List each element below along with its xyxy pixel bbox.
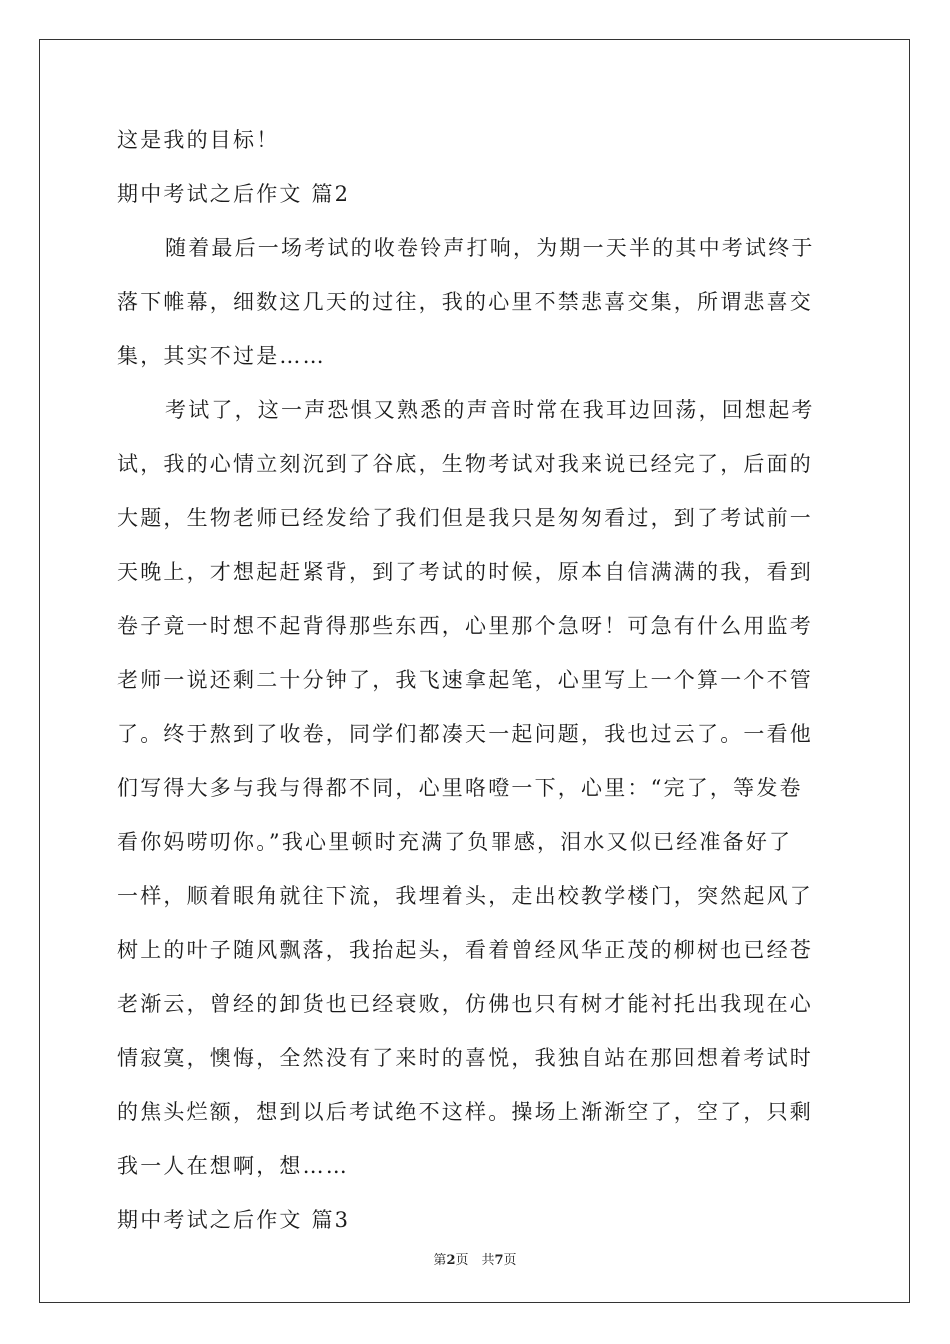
paragraph-line: 了。终于熬到了收卷，同学们都凑天一起问题，我也过云了。一看他 [117, 722, 813, 746]
footer-total-pages: 7 [494, 1253, 504, 1268]
paragraph-line: 一样，顺着眼角就往下流，我埋着头，走出校教学楼门，突然起风了 [117, 884, 813, 908]
paragraph-line: 看你妈唠叨你。”我心里顿时充满了负罪感，泪水又似已经准备好了 [117, 830, 793, 854]
paragraph-line: 们写得大多与我与得都不同，心里咯噔一下，心里：“完了，等发卷 [117, 776, 803, 800]
paragraph-2 [117, 397, 835, 1180]
section-heading-2: 期中考试之后作文 篇2 [117, 182, 351, 206]
paragraph-line: 卷子竟一时想不起背得那些东西，心里那个急呀！可急有什么用监考 [117, 614, 813, 638]
paragraph-line: 落下帷幕，细数这几天的过往，我的心里不禁悲喜交集，所谓悲喜交 [117, 290, 813, 314]
paragraph-line: 天晚上，才想起赶紧背，到了考试的时候，原本自信满满的我，看到 [117, 560, 813, 584]
paragraph-line: 的焦头烂额，想到以后考试绝不这样。操场上渐渐空了，空了，只剩 [117, 1100, 813, 1124]
footer-middle: 页 共 [455, 1253, 495, 1268]
paragraph-line: 老渐云，曾经的卸货也已经衰败，仿佛也只有树才能衬托出我现在心 [117, 992, 813, 1016]
paragraph-line: 树上的叶子随风飘落，我抬起头，看着曾经风华正茂的柳树也已经苍 [117, 938, 813, 962]
paragraph-1 [117, 235, 835, 370]
document-body [117, 127, 835, 1234]
paragraph-line: 试，我的心情立刻沉到了谷底，生物考试对我来说已经完了，后面的 [117, 452, 813, 476]
page-number-footer [0, 1249, 950, 1268]
footer-prefix: 第 [433, 1253, 447, 1268]
paragraph-line: 大题，生物老师已经发给了我们但是我只是匆匆看过，到了考试前一 [117, 506, 813, 530]
paragraph-line: 老师一说还剩二十分钟了，我飞速拿起笔，心里写上一个算一个不管 [117, 668, 813, 692]
paragraph-line: 我一人在想啊，想…… [117, 1154, 349, 1178]
opening-line: 这是我的目标！ [117, 128, 280, 152]
section-heading-3: 期中考试之后作文 篇3 [117, 1208, 351, 1232]
footer-current-page: 2 [446, 1253, 456, 1268]
footer-suffix: 页 [503, 1253, 517, 1268]
paragraph-line: 集，其实不过是…… [117, 344, 326, 368]
paragraph-line: 随着最后一场考试的收卷铃声打响，为期一天半的其中考试终于 [165, 236, 815, 260]
paragraph-line: 考试了，这一声恐惧又熟悉的声音时常在我耳边回荡，回想起考 [165, 398, 815, 422]
paragraph-line: 情寂寞，懊悔，全然没有了来时的喜悦，我独自站在那回想着考试时 [117, 1046, 813, 1070]
